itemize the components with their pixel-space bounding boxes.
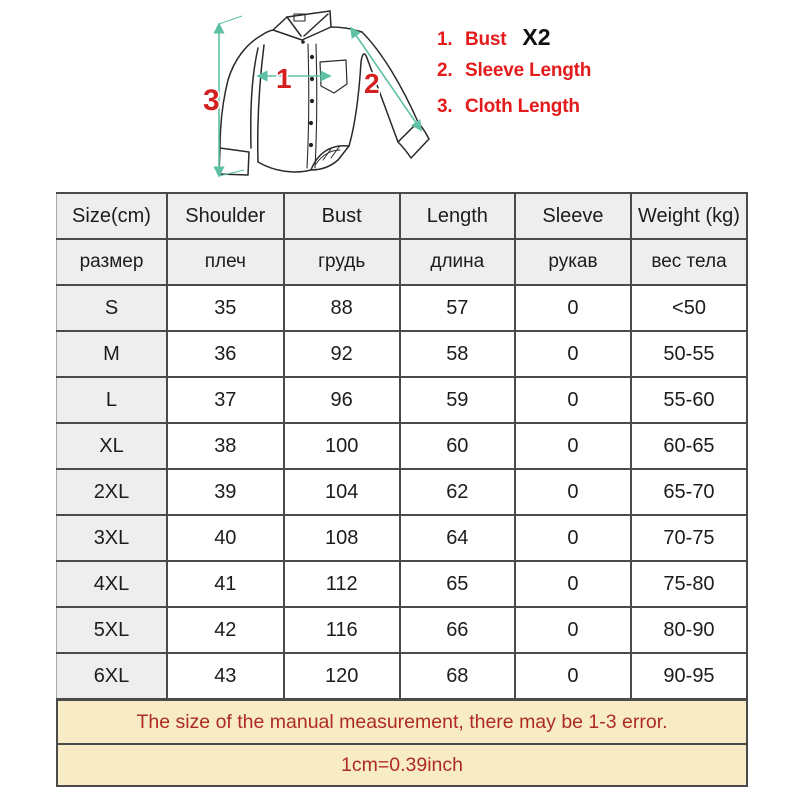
size-cell: 4XL <box>57 561 167 607</box>
size-cell: M <box>57 331 167 377</box>
length-cell: 65 <box>400 561 515 607</box>
table-row-m <box>57 331 748 377</box>
bust-cell: 88 <box>284 285 400 331</box>
legend-label: Cloth Length <box>465 96 580 117</box>
shoulder-cell: 40 <box>167 515 284 561</box>
measurement-legend <box>437 24 591 132</box>
length-cell: 68 <box>400 653 515 699</box>
col-header-size: Size(cm) <box>57 193 167 239</box>
legend-label: Bust <box>465 29 507 50</box>
table-row-5xl <box>57 607 748 653</box>
size-cell: 6XL <box>57 653 167 699</box>
sleeve-cell: 0 <box>515 607 631 653</box>
header-row-russian <box>57 239 748 285</box>
sleeve-cell: 0 <box>515 377 631 423</box>
length-cell: 62 <box>400 469 515 515</box>
length-cell: 59 <box>400 377 515 423</box>
table-row-2xl <box>57 469 748 515</box>
sleeve-length-arrow <box>351 28 421 130</box>
sleeve-marker-label: 2 <box>364 68 380 99</box>
col-header-length-ru: длина <box>400 239 515 285</box>
notes-section <box>56 699 748 787</box>
bust-cell: 108 <box>284 515 400 561</box>
shirt-measurement-diagram <box>0 0 800 192</box>
weight-cell: 50-55 <box>631 331 747 377</box>
size-cell: XL <box>57 423 167 469</box>
size-cell: 5XL <box>57 607 167 653</box>
col-header-shoulder: Shoulder <box>167 193 284 239</box>
legend-number: 1. <box>437 29 453 50</box>
table-row-3xl <box>57 515 748 561</box>
legend-item-cloth-length <box>437 96 591 116</box>
legend-number: 3. <box>437 96 453 117</box>
sleeve-cell: 0 <box>515 561 631 607</box>
col-header-bust-ru: грудь <box>284 239 400 285</box>
length-marker-label: 3 <box>203 84 220 117</box>
legend-item-sleeve-length <box>437 60 591 80</box>
weight-cell: 65-70 <box>631 469 747 515</box>
bust-cell: 100 <box>284 423 400 469</box>
bust-cell: 120 <box>284 653 400 699</box>
sleeve-cell: 0 <box>515 469 631 515</box>
bust-cell: 112 <box>284 561 400 607</box>
sleeve-cell: 0 <box>515 423 631 469</box>
col-header-size-ru: размер <box>57 239 167 285</box>
sleeve-cell: 0 <box>515 285 631 331</box>
sleeve-cell: 0 <box>515 653 631 699</box>
table-row-l <box>57 377 748 423</box>
weight-cell: 75-80 <box>631 561 747 607</box>
sleeve-cell: 0 <box>515 331 631 377</box>
size-cell: 3XL <box>57 515 167 561</box>
length-cell: 57 <box>400 285 515 331</box>
table-row-xl <box>57 423 748 469</box>
bust-marker-label: 1 <box>276 63 292 94</box>
length-cell: 64 <box>400 515 515 561</box>
legend-label: Sleeve Length <box>465 60 592 81</box>
weight-cell: 90-95 <box>631 653 747 699</box>
col-header-weight: Weight (kg) <box>631 193 747 239</box>
col-header-bust: Bust <box>284 193 400 239</box>
table-row-6xl <box>57 653 748 699</box>
col-header-sleeve: Sleeve <box>515 193 631 239</box>
size-cell: L <box>57 377 167 423</box>
col-header-sleeve-ru: рукав <box>515 239 631 285</box>
shoulder-cell: 42 <box>167 607 284 653</box>
bust-cell: 92 <box>284 331 400 377</box>
bust-cell: 116 <box>284 607 400 653</box>
weight-cell: 55-60 <box>631 377 747 423</box>
col-header-weight-ru: вес тела <box>631 239 747 285</box>
shirt-outline-icon <box>219 11 429 175</box>
bust-cell: 104 <box>284 469 400 515</box>
shoulder-cell: 43 <box>167 653 284 699</box>
legend-item-bust <box>437 24 591 50</box>
shoulder-cell: 36 <box>167 331 284 377</box>
shoulder-cell: 37 <box>167 377 284 423</box>
unit-conversion-note: 1cm=0.39inch <box>56 743 748 787</box>
length-cell: 58 <box>400 331 515 377</box>
length-cell: 66 <box>400 607 515 653</box>
shoulder-cell: 41 <box>167 561 284 607</box>
table-row-s <box>57 285 748 331</box>
shoulder-cell: 35 <box>167 285 284 331</box>
size-cell: 2XL <box>57 469 167 515</box>
legend-number: 2. <box>437 60 453 81</box>
size-chart-table <box>56 192 748 700</box>
bust-multiplier-label: X2 <box>522 24 551 50</box>
length-cell: 60 <box>400 423 515 469</box>
weight-cell: <50 <box>631 285 747 331</box>
shoulder-cell: 38 <box>167 423 284 469</box>
col-header-length: Length <box>400 193 515 239</box>
sleeve-cell: 0 <box>515 515 631 561</box>
bust-cell: 96 <box>284 377 400 423</box>
table-row-4xl <box>57 561 748 607</box>
weight-cell: 70-75 <box>631 515 747 561</box>
col-header-shoulder-ru: плеч <box>167 239 284 285</box>
weight-cell: 80-90 <box>631 607 747 653</box>
header-row-english <box>57 193 748 239</box>
weight-cell: 60-65 <box>631 423 747 469</box>
shoulder-cell: 39 <box>167 469 284 515</box>
size-cell: S <box>57 285 167 331</box>
measurement-error-note: The size of the manual measurement, there may be 1-3 error. <box>56 699 748 745</box>
